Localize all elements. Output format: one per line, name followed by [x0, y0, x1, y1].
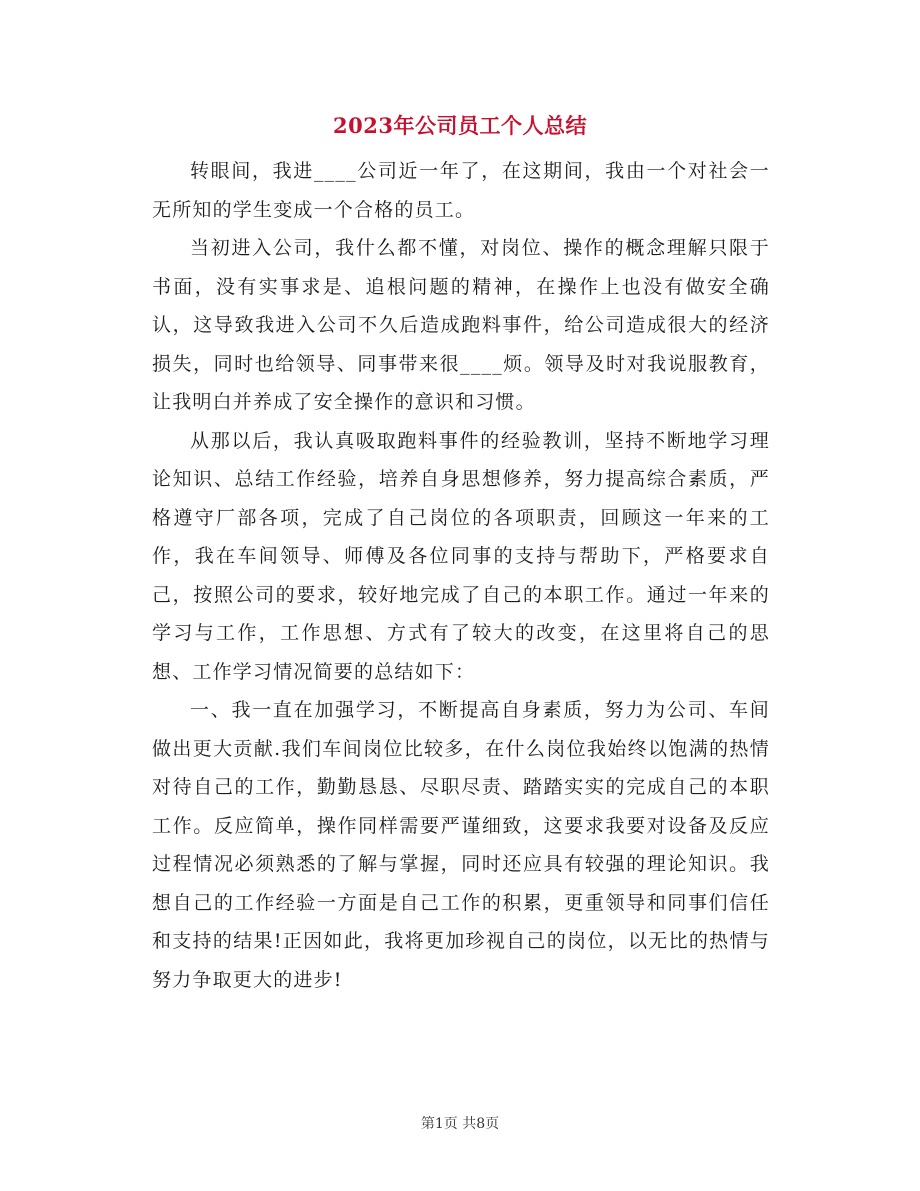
paragraph-3: 从那以后，我认真吸取跑料事件的经验教训，坚持不断地学习理论知识、总结工作经验，培养自身思想修养，努力提高综合素质，严格遵守厂部各项，完成了自己岗位的各项职责，回顾这一年来的工作，我在车间领导、师傅及各位同事的支持与帮助下，严格要求自己，按照公司的要求，较好地完成了自己的本职工作。通过一年来的学习与工作，工作思想、方式有了较大的改变，在这里将自己的思想、工作学习情况简要的总结如下： [152, 429, 770, 683]
paragraph-2: 当初进入公司，我什么都不懂，对岗位、操作的概念理解只限于书面，没有实事求是、追根问题的精神，在操作上也没有做安全确认，这导致我进入公司不久后造成跑料事件，给公司造成很大的经济损失，同时也给领导、同事带来很____烦。领导及时对我说服教育，让我明白并养成了安全操作的意识和习惯。 [152, 237, 770, 413]
paragraph-4: 一、我一直在加强学习，不断提高自身素质，努力为公司、车间做出更大贡献.我们车间岗位比较多，在什么岗位我始终以饱满的热情对待自己的工作，勤勤恳恳、尽职尽责、踏踏实实的完成自己的本职工作。反应简单，操作同样需要严谨细致，这要求我要对设备及反应过程情况必须熟悉的了解与掌握，同时还应具有较强的理论知识。我想自己的工作经验一方面是自己工作的积累，更重领导和同事们信任和支持的结果!正因如此，我将更加珍视自己的岗位，以无比的热情与努力争取更大的进步! [152, 699, 770, 991]
page-number-footer: 第1页 共8页 [420, 1116, 500, 1132]
document-body [152, 152, 770, 999]
paragraph-1: 转眼间，我进____公司近一年了，在这期间，我由一个对社会一无所知的学生变成一个合格的员工。 [152, 160, 770, 221]
document-title: 2023年公司员工个人总结 [333, 113, 587, 138]
